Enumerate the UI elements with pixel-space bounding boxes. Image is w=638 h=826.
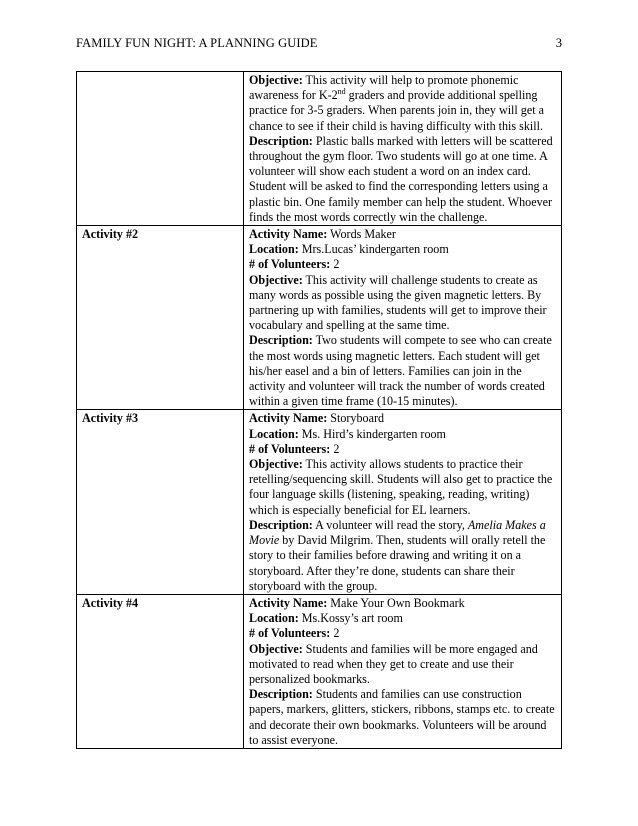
objective-text-cont: graders and provide additional spelling practice for 3-5 graders. When parents join in, they will get a chance to see if their child is having difficulty with this skill. — [249, 88, 544, 133]
location-label: Location: — [249, 242, 299, 257]
description-paragraph — [249, 134, 557, 225]
name-line — [249, 227, 557, 242]
activity-details — [244, 72, 562, 226]
volunteers-line — [249, 442, 557, 457]
name-label: Activity Name: — [249, 411, 328, 426]
location-text: Ms.Kossy’s art room — [298, 611, 403, 626]
volunteers-count: 2 — [330, 626, 340, 641]
description-text: Students and families can use construction papers, markers, glitters, stickers, ribbons, stamps etc. to create and decorate their own bookmarks. Volunteers will be around to assist everyone. — [249, 687, 555, 747]
objective-label: Objective: — [249, 73, 303, 87]
volunteers-line — [249, 626, 557, 641]
table-row — [77, 72, 562, 226]
objective-paragraph — [249, 642, 557, 688]
name-label: Activity Name: — [249, 227, 328, 242]
page-number: 3 — [555, 36, 562, 50]
description-paragraph — [249, 687, 557, 748]
page-header — [76, 36, 562, 52]
activity-details — [244, 594, 562, 748]
objective-text: Students and families will be more engaged and motivated to read when they get to create and use their personalized bookmarks. — [249, 641, 538, 686]
activity-label: Activity #4 — [77, 594, 244, 748]
description-text: Plastic balls marked with letters will be scattered throughout the gym floor. Two students will go at one time. A volunteer will show each student a word on an index card. Student will be asked to find the corresponding letters using a plastic bin. One family member can help the student. Whoever finds the most words correctly win the challenge. — [249, 133, 553, 224]
table-row — [77, 226, 562, 410]
volunteers-label: # of Volunteers: — [249, 441, 331, 456]
activity-label: Activity #2 — [77, 226, 244, 410]
description-text: Two students will compete to see who can create the most words using magnetic letters. Each student will get his/her easel and a bin of letters. Families can join in the activity and volunteer will track the number of words created within a given time frame (10-15 minutes). — [249, 333, 552, 409]
location-line — [249, 427, 557, 442]
name-line — [249, 596, 557, 611]
location-text: Ms. Hird’s kindergarten room — [298, 426, 446, 441]
name-label: Activity Name: — [249, 595, 328, 610]
objective-text: This activity will challenge students to create as many words as possible using the given magnetic letters. By partnering up with families, students will get to improve their vocabulary and spelling at the same time. — [249, 272, 547, 333]
table-row — [77, 410, 562, 594]
objective-text: This activity will help to promote phonemic awareness for K-2 — [249, 73, 519, 103]
document-title: FAMILY FUN NIGHT: A PLANNING GUIDE — [76, 36, 318, 50]
activity-table — [76, 71, 562, 749]
description-paragraph — [249, 333, 557, 409]
description-label: Description: — [249, 333, 313, 348]
volunteers-count: 2 — [330, 441, 340, 456]
name-line — [249, 411, 557, 426]
volunteers-label: # of Volunteers: — [249, 626, 331, 641]
objective-label: Objective: — [249, 272, 303, 287]
table-row — [77, 594, 562, 748]
volunteers-count: 2 — [330, 257, 340, 272]
book-title: Amelia Makes a Movie — [249, 517, 546, 548]
activity-name: Storyboard — [327, 411, 385, 426]
description-label: Description: — [249, 517, 313, 532]
volunteers-line — [249, 257, 557, 272]
objective-paragraph — [249, 457, 557, 518]
activity-label: Activity #3 — [77, 410, 244, 594]
activity-details — [244, 226, 562, 410]
volunteers-label: # of Volunteers: — [249, 257, 331, 272]
location-text: Mrs.Lucas’ kindergarten room — [298, 242, 449, 257]
description-text-cont: by David Milgrim. Then, students will orally retell the story to their families before drawing and writing it on a storyboard. After they’re done, students can share their storyboard with the group. — [249, 533, 546, 593]
activity-name: Make Your Own Bookmark — [327, 595, 465, 610]
location-line — [249, 242, 557, 257]
location-line — [249, 611, 557, 626]
description-label: Description: — [249, 133, 313, 148]
objective-text: This activity allows students to practice their retelling/sequencing skill. Students will also get to practice the four language skills (listening, speaking, reading, writing) which is especially beneficial for EL learners. — [249, 457, 553, 517]
location-label: Location: — [249, 611, 299, 626]
objective-paragraph — [249, 273, 557, 334]
activity-label — [77, 72, 244, 226]
description-paragraph — [249, 518, 557, 594]
activity-details — [244, 410, 562, 594]
objective-label: Objective: — [249, 641, 303, 656]
activity-name: Words Maker — [327, 227, 396, 242]
description-label: Description: — [249, 687, 313, 702]
ordinal-suffix: nd — [337, 87, 346, 97]
objective-paragraph — [249, 73, 557, 134]
objective-label: Objective: — [249, 457, 303, 472]
description-text: A volunteer will read the story, — [312, 517, 468, 532]
location-label: Location: — [249, 426, 299, 441]
